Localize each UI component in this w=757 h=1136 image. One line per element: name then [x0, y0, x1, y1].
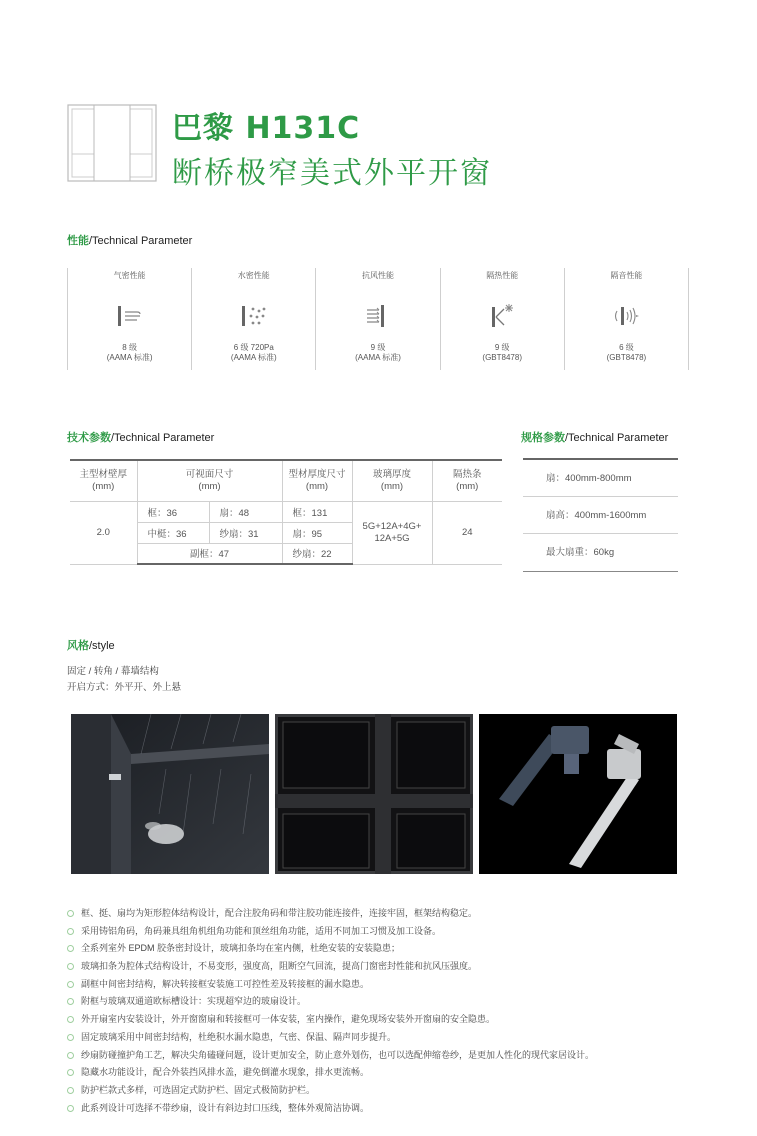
heat-insulation-icon — [487, 301, 517, 331]
perf-value: 8 级 — [122, 343, 137, 352]
feature-item: 外开扇室内安装设计，外开窗窗扇和转接框可一体安装，室内操作，避免现场安装外开窗扇的安全隐患。 — [67, 1011, 707, 1029]
spec-max-weight: 最大扇重：60kg — [546, 547, 615, 558]
feature-item: 框、挺、扇均为矩形腔体结构设计，配合注胶角码和带注胶功能连接件，连接牢固，框架结构稳定。 — [67, 905, 707, 923]
perf-label: 隔音性能 — [610, 271, 643, 280]
cell-depth-frame: 框：131 — [282, 501, 352, 522]
perf-standard: (AAMA 标准) — [230, 353, 277, 362]
feature-item: 副框中间密封结构，解决转接框安装施工可控性差及转接框的漏水隐患。 — [67, 976, 707, 994]
spec-sash-width: 扇：400mm-800mm — [523, 460, 678, 497]
perf-water-tightness — [191, 268, 315, 370]
cell-depth-sash: 扇：95 — [282, 522, 352, 543]
performance-strip — [67, 268, 689, 370]
feature-item: 固定玻璃采用中间密封结构，杜绝积水漏水隐患，气密、保温、隔声同步提升。 — [67, 1029, 707, 1047]
col-header-glass: 玻璃厚度 (mm) — [352, 460, 432, 501]
col-header-visible: 可视面尺寸 (mm) — [137, 460, 282, 501]
cell-visible-frame: 框：36 — [137, 501, 209, 522]
cell-visible-sash: 扇：48 — [209, 501, 282, 522]
perf-air-tightness — [67, 268, 191, 370]
perf-standard: (AAMA 标准) — [106, 353, 153, 362]
window-frame-photo — [275, 714, 473, 874]
col-header-wall: 主型材壁厚 (mm) — [70, 460, 137, 501]
feature-item: 防护栏款式多样，可选固定式防护栏、固定式极简防护栏。 — [67, 1082, 707, 1100]
style-structure: 固定 / 转角 / 幕墙结构 — [67, 666, 159, 677]
spec-list — [523, 458, 678, 572]
perf-label: 水密性能 — [237, 271, 270, 280]
cell-visible-mullion: 中梃：36 — [137, 522, 209, 543]
cell-glass-value: 5G+12A+4G+ 12A+5G — [352, 501, 432, 564]
perf-heat-insulation — [440, 268, 564, 370]
perf-value: 9 级 — [494, 343, 510, 352]
feature-item: 采用铸铝角码，角码兼具组角机组角功能和顶丝组角功能，适用不同加工习惯及加工设备。 — [67, 923, 707, 941]
col-header-strip: 隔热条 (mm) — [432, 460, 502, 501]
spec-heading: 规格参数/Technical Parameter — [521, 432, 669, 444]
perf-label: 抗风性能 — [362, 271, 394, 280]
wind-resist-icon — [363, 301, 393, 331]
perf-value: 9 级 — [370, 343, 386, 352]
perf-value: 6 级 — [619, 343, 634, 352]
spec-sash-height: 扇高：400mm-1600mm — [523, 497, 678, 534]
product-subtitle: 断桥极窄美式外平开窗 — [172, 156, 492, 191]
perf-label: 隔热性能 — [486, 271, 519, 280]
feature-list — [67, 905, 707, 1117]
sound-insulation-icon — [611, 301, 641, 331]
perf-value: 6 级 720Pa — [233, 343, 274, 352]
style-heading: 风格/style — [67, 640, 115, 652]
perf-label: 气密性能 — [113, 271, 146, 280]
style-opening: 开启方式：外平开、外上悬 — [67, 682, 182, 693]
perf-sound-insulation — [564, 268, 689, 370]
product-title: 巴黎 H131C — [172, 111, 361, 146]
water-tight-icon — [239, 301, 269, 331]
tech-parameter-table — [70, 459, 502, 565]
perf-standard: (GBT8478) — [482, 353, 522, 362]
feature-item: 此系列设计可选择不带纱扇，设计有斜边封口压线，整体外观简洁协调。 — [67, 1100, 707, 1118]
feature-item: 纱扇防碰撞护角工艺，解决尖角磕碰问题，设计更加安全，防止意外划伤，也可以选配伸缩卷纱，是更加人性化的现代家居设计。 — [67, 1047, 707, 1065]
handle-hardware-photo — [479, 714, 677, 874]
cell-visible-sub-frame: 副框：47 — [137, 543, 282, 564]
window-product-illustration — [67, 104, 157, 182]
feature-item: 隐藏水功能设计，配合外装挡风排水盖，避免倒灌水现象，排水更流畅。 — [67, 1064, 707, 1082]
col-header-depth: 型材厚度尺寸 (mm) — [282, 460, 352, 501]
rain-window-photo — [71, 714, 269, 874]
perf-standard: (AAMA 标准) — [355, 353, 401, 362]
cell-visible-screen-sash: 纱扇：31 — [209, 522, 282, 543]
cell-depth-screen-sash: 纱扇：22 — [282, 543, 352, 564]
cell-strip-value: 24 — [432, 501, 502, 564]
feature-item: 附框与玻璃双通道欧标槽设计：实现超窄边的玻扇设计。 — [67, 993, 707, 1011]
air-tight-icon — [115, 301, 145, 331]
perf-standard: (GBT8478) — [606, 353, 647, 362]
cell-wall-value: 2.0 — [70, 501, 137, 564]
feature-item: 玻璃扣条为腔体式结构设计，不易变形，强度高，阻断空气回流，提高门窗密封性能和抗风压强度。 — [67, 958, 707, 976]
feature-item: 全系列室外 EPDM 胶条密封设计，玻璃扣条均在室内侧，杜绝安装的安装隐患； — [67, 940, 707, 958]
perf-wind-resistance — [315, 268, 439, 370]
performance-heading: 性能/Technical Parameter — [67, 235, 193, 247]
tech-heading: 技术参数/Technical Parameter — [67, 432, 215, 444]
